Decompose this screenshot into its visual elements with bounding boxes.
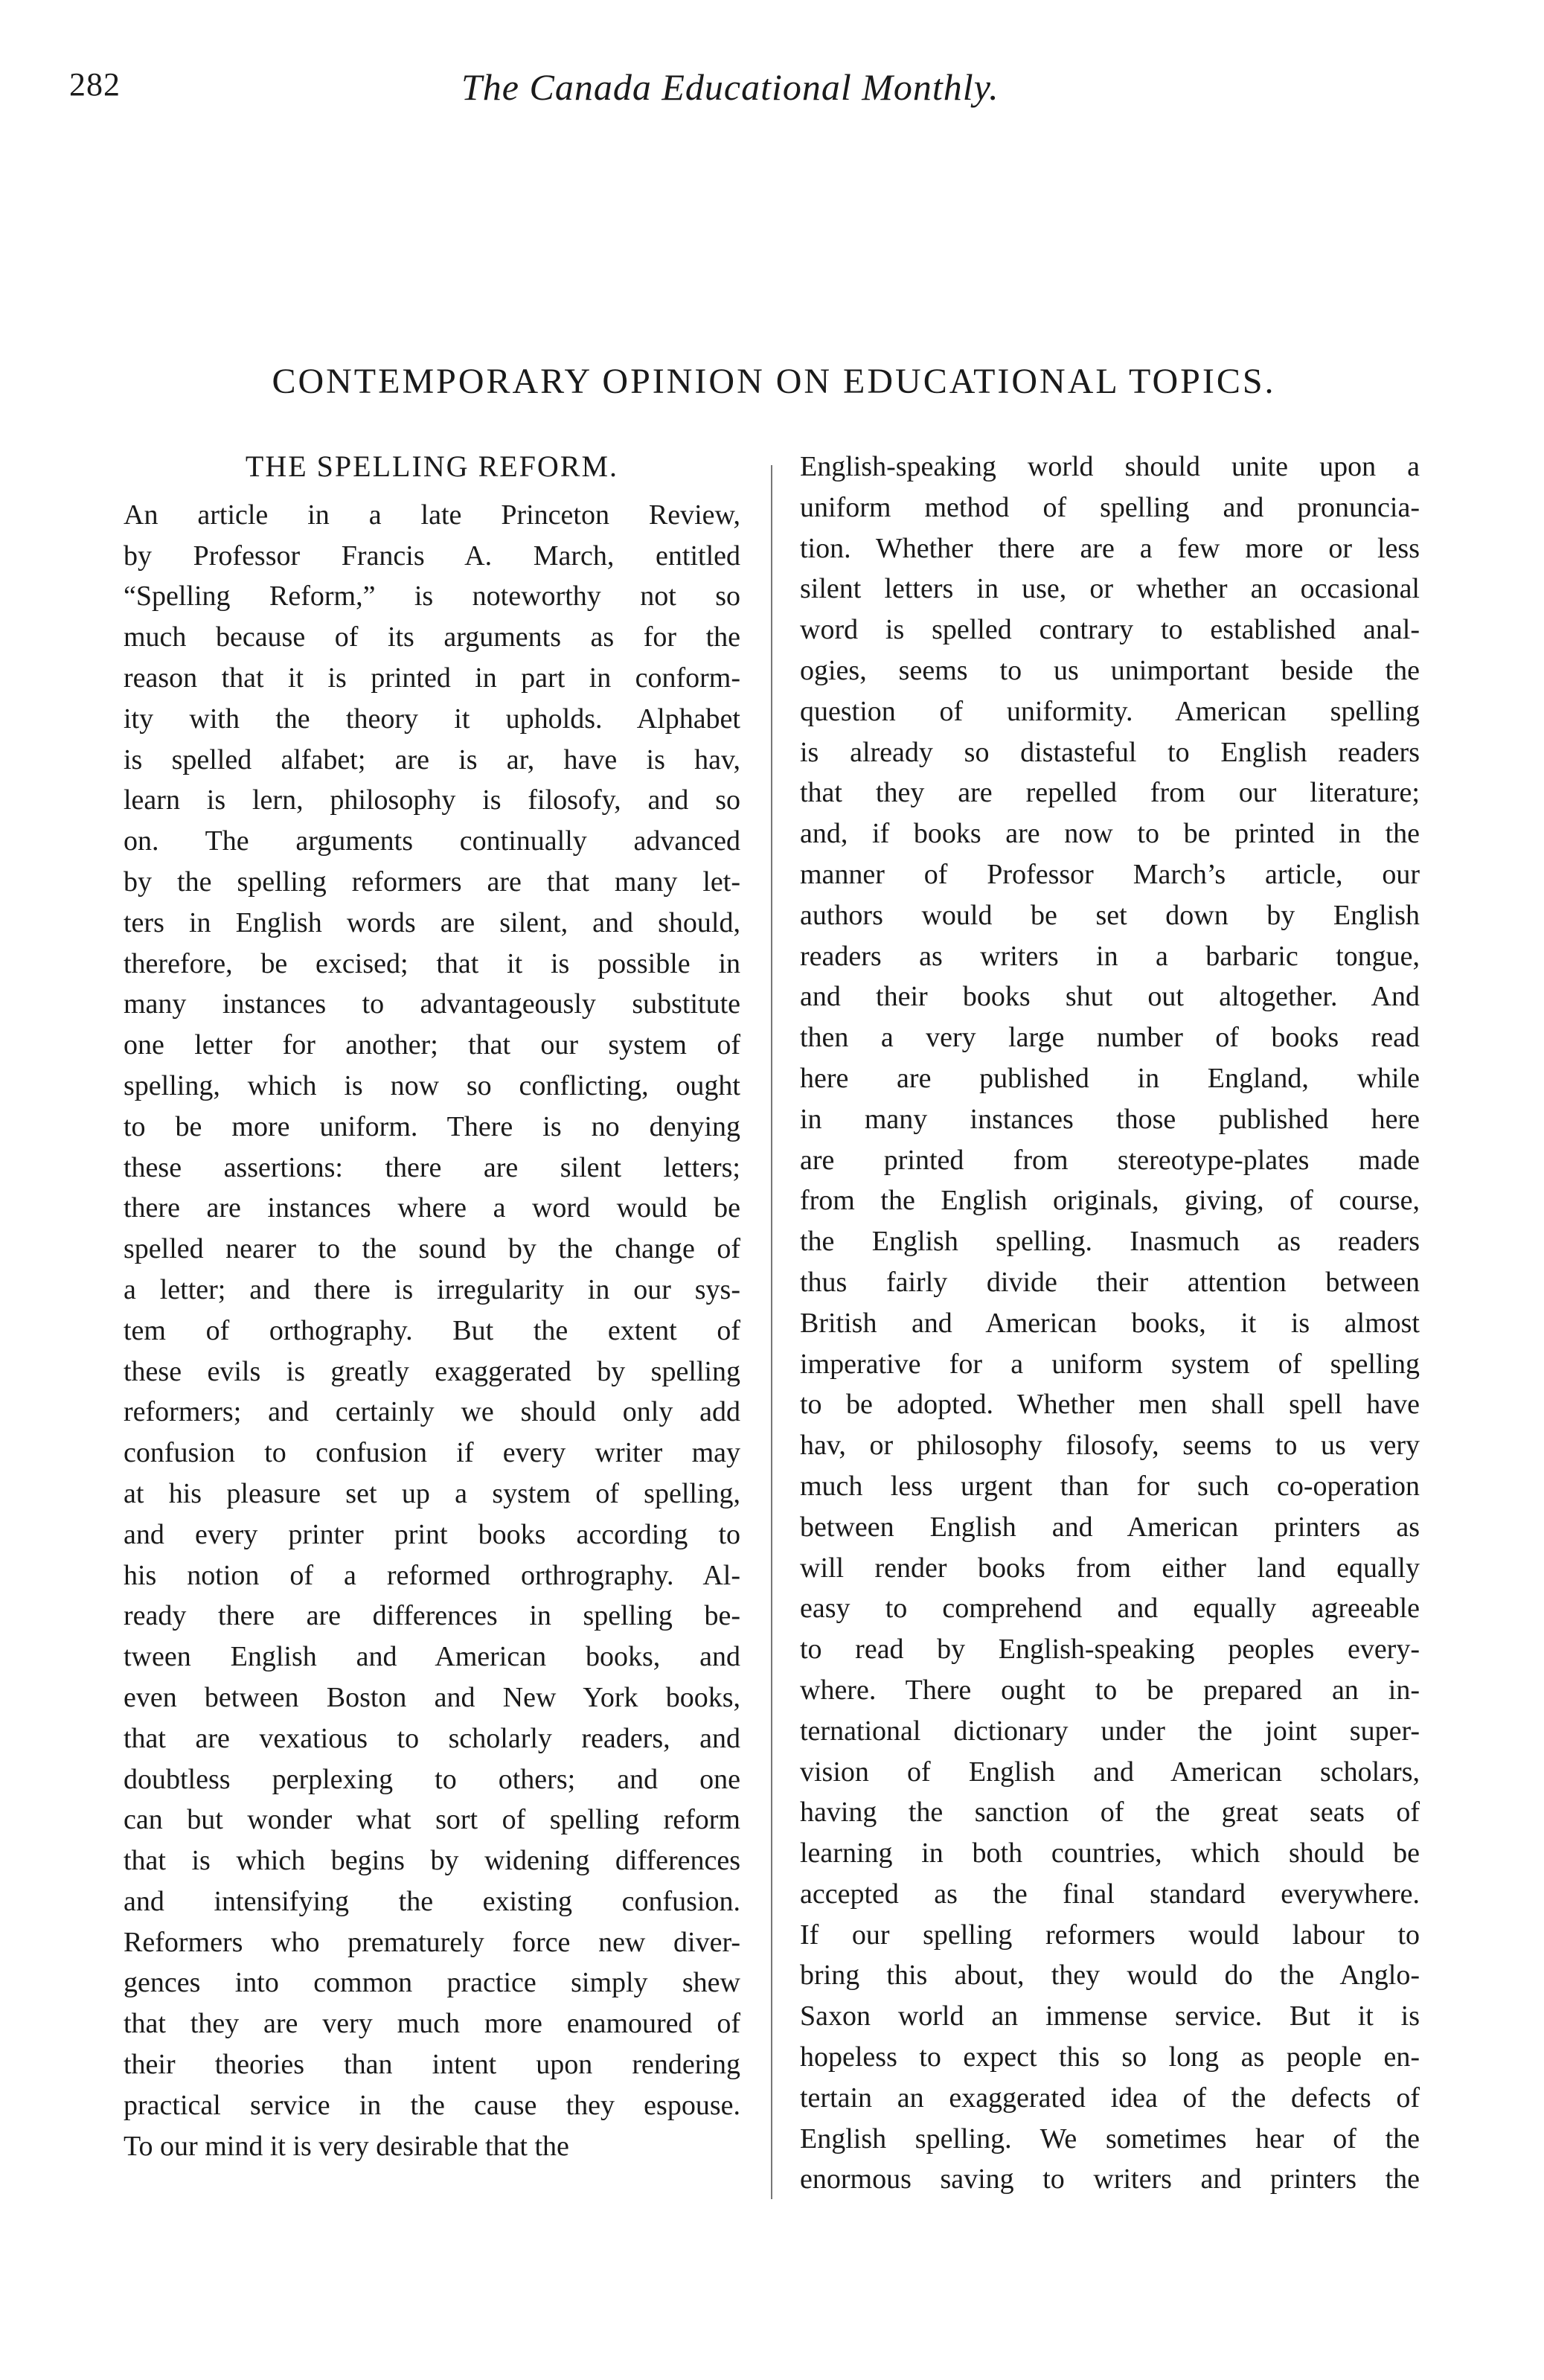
text-line: silent letters in use, or whether an occasional (800, 573, 1420, 605)
text-line: tertain an exaggerated idea of the defects of (800, 2082, 1420, 2114)
text-line: to be more uniform. There is no denying (124, 1110, 740, 1142)
text-line: Reformers who prematurely force new diver- (124, 1926, 740, 1958)
text-line: in many instances those published here (800, 1103, 1420, 1135)
text-line: and their books shut out altogether. And (800, 981, 1420, 1013)
text-line: thus fairly divide their attention between (800, 1266, 1420, 1298)
text-line: therefore, be excised; that it is possible in (124, 947, 740, 979)
text-line: their theories than intent upon rendering (124, 2049, 740, 2081)
text-line: by Professor Francis A. March, entitled (124, 540, 740, 572)
section-heading: CONTEMPORARY OPINION ON EDUCATIONAL TOPICS. (272, 362, 1276, 401)
text-line: these evils is greatly exaggerated by spelling (124, 1355, 740, 1387)
text-line: that are vexatious to scholarly readers, and (124, 1722, 740, 1754)
text-line: question of uniformity. American spelling (800, 695, 1420, 727)
text-line: the English spelling. Inasmuch as readers (800, 1226, 1420, 1258)
text-line: hopeless to expect this so long as people en- (800, 2041, 1420, 2073)
text-line: To our mind it is very desirable that the (124, 2130, 569, 2162)
text-line: enormous saving to writers and printers the (800, 2163, 1420, 2195)
text-line: a letter; and there is irregularity in our sys- (124, 1273, 740, 1305)
text-line: manner of Professor March’s article, our (800, 858, 1420, 890)
text-line: there are instances where a word would be (124, 1192, 740, 1224)
text-line: Saxon world an immense service. But it is (800, 2000, 1420, 2032)
text-line: ogies, seems to us unimportant beside the (800, 654, 1420, 686)
text-line: that they are very much more enamoured of (124, 2008, 740, 2040)
text-line: many instances to advantageously substitute (124, 988, 740, 1020)
text-line: An article in a late Princeton Review, (124, 499, 740, 531)
text-line: reason that it is printed in part in conform- (124, 662, 740, 694)
running-title: The Canada Educational Monthly. (461, 66, 999, 108)
article-title: THE SPELLING REFORM. (245, 450, 619, 483)
text-line: spelling, which is now so conflicting, ought (124, 1069, 740, 1101)
text-line: having the sanction of the great seats of (800, 1797, 1420, 1829)
text-line: here are published in England, while (800, 1062, 1420, 1094)
text-line: tem of orthography. But the extent of (124, 1314, 740, 1346)
text-line: word is spelled contrary to established anal- (800, 614, 1420, 646)
text-line: then a very large number of books read (800, 1022, 1420, 1054)
text-line: ready there are differences in spelling be- (124, 1600, 740, 1632)
text-line: can but wonder what sort of spelling reform (124, 1804, 740, 1836)
text-line: learning in both countries, which should be (800, 1837, 1420, 1869)
text-line: accepted as the final standard everywhere. (800, 1878, 1420, 1910)
right-column-lines (800, 447, 1420, 2200)
page-number: 282 (69, 66, 121, 103)
text-line: hav, or philosophy filosofy, seems to us very (800, 1430, 1420, 1462)
text-line: bring this about, they would do the Anglo- (800, 1960, 1420, 1992)
column-divider (771, 465, 772, 2199)
text-line: “Spelling Reform,” is noteworthy not so (124, 580, 740, 612)
text-line: will render books from either land equally (800, 1552, 1420, 1584)
text-line: is already so distasteful to English readers (800, 736, 1420, 768)
text-line: learn is lern, philosophy is filosofy, and so (124, 784, 740, 816)
text-line: at his pleasure set up a system of spelling, (124, 1477, 740, 1509)
text-line: British and American books, it is almost (800, 1307, 1420, 1339)
text-line: reformers; and certainly we should only add (124, 1396, 740, 1428)
text-line: ity with the theory it upholds. Alphabet (124, 703, 740, 735)
text-line: English-speaking world should unite upon a (800, 451, 1420, 482)
text-line: authors would be set down by English (800, 899, 1420, 931)
text-line: and intensifying the existing confusion. (124, 1885, 740, 1917)
text-line: to read by English-speaking peoples every- (800, 1634, 1420, 1666)
text-line: his notion of a reformed orthrography. Al- (124, 1559, 740, 1591)
text-line: much because of its arguments as for the (124, 621, 740, 653)
text-line: is spelled alfabet; are is ar, have is hav, (124, 743, 740, 775)
text-line: ternational dictionary under the joint super- (800, 1715, 1420, 1747)
text-line: from the English originals, giving, of course, (800, 1185, 1420, 1217)
right-column (800, 447, 1420, 2200)
text-line: where. There ought to be prepared an in- (800, 1674, 1420, 1706)
text-line: one letter for another; that our system of (124, 1029, 740, 1061)
text-line: spelled nearer to the sound by the change of (124, 1233, 740, 1265)
text-line: English spelling. We sometimes hear of the (800, 2123, 1420, 2155)
text-line: by the spelling reformers are that many let- (124, 866, 740, 898)
text-line: practical service in the cause they espouse. (124, 2089, 740, 2121)
text-line: readers as writers in a barbaric tongue, (800, 940, 1420, 972)
text-line: tion. Whether there are a few more or less (800, 532, 1420, 564)
text-line: are printed from stereotype-plates made (800, 1144, 1420, 1176)
text-line: that is which begins by widening differences (124, 1845, 740, 1877)
text-line: doubtless perplexing to others; and one (124, 1763, 740, 1795)
text-line: ters in English words are silent, and should, (124, 906, 740, 938)
left-column-lines (124, 495, 740, 2167)
text-line: easy to comprehend and equally agreeable (800, 1593, 1420, 1625)
text-line: tween English and American books, and (124, 1641, 740, 1673)
text-line: and every printer print books according to (124, 1518, 740, 1550)
text-line: to be adopted. Whether men shall spell have (800, 1389, 1420, 1421)
text-line: gences into common practice simply shew (124, 1967, 740, 1999)
text-line: even between Boston and New York books, (124, 1681, 740, 1713)
text-line: uniform method of spelling and pronuncia- (800, 491, 1420, 523)
text-line: much less urgent than for such co-operation (800, 1470, 1420, 1502)
text-line: between English and American printers as (800, 1511, 1420, 1543)
text-line: that they are repelled from our literature; (800, 777, 1420, 809)
text-line: If our spelling reformers would labour to (800, 1919, 1420, 1951)
text-line: imperative for a uniform system of spelling (800, 1348, 1420, 1380)
text-line: vision of English and American scholars, (800, 1756, 1420, 1788)
text-line: and, if books are now to be printed in the (800, 818, 1420, 850)
text-line: on. The arguments continually advanced (124, 825, 740, 857)
left-column (124, 447, 740, 2166)
text-line: these assertions: there are silent letters; (124, 1151, 740, 1183)
text-line: confusion to confusion if every writer may (124, 1437, 740, 1469)
